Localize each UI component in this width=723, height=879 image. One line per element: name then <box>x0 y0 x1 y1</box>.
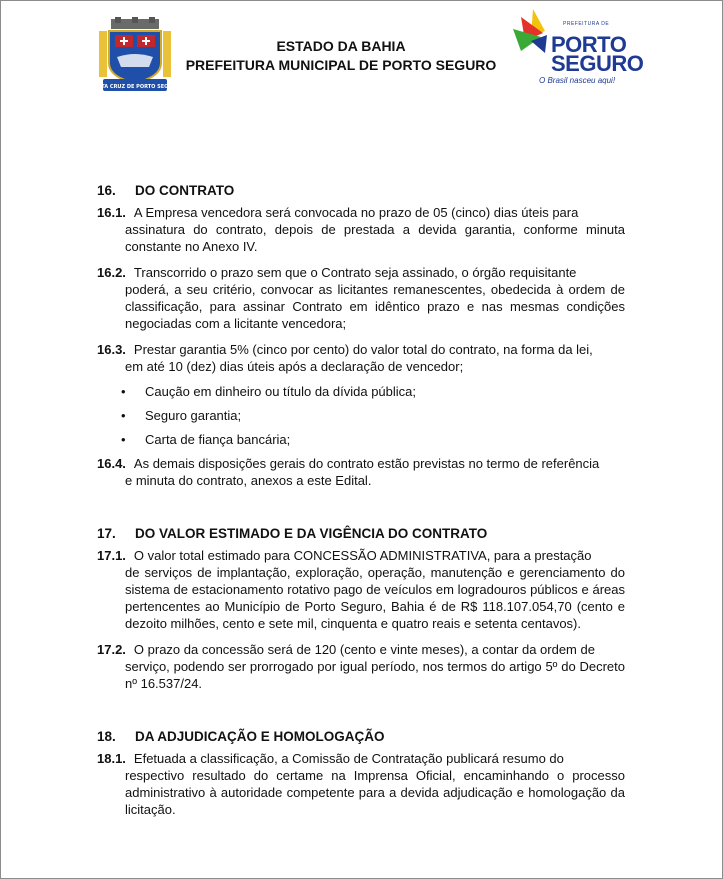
header-state: ESTADO DA BAHIA <box>276 38 406 54</box>
clause-text-first: As demais disposições gerais do contrato estão previstas no termo de referência <box>133 456 600 471</box>
clause-16-1-cont: assinatura do contrato, depois de prestada a devida garantia, conforme minuta constante no Anexo IV. <box>125 222 625 254</box>
logo-slogan: O Brasil nasceu aqui! <box>539 76 616 85</box>
clause-16-4-cont: e minuta do contrato, anexos a este Edital. <box>125 473 372 488</box>
clause-18-1 <box>97 750 625 767</box>
clause-text-first: Transcorrido o prazo sem que o Contrato seja assinado, o órgão requisitante <box>133 265 577 280</box>
clause-16-2 <box>97 264 625 281</box>
clause-number: 16.2. <box>97 265 126 280</box>
coat-of-arms-icon <box>89 17 181 95</box>
section-heading-17 <box>97 525 625 543</box>
clause-17-2 <box>97 641 625 658</box>
clause-number: 16.4. <box>97 456 126 471</box>
clause-16-1 <box>97 204 625 221</box>
section-heading-18 <box>97 728 625 746</box>
clause-text-first: A Empresa vencedora será convocada no prazo de 05 (cinco) dias úteis para <box>133 205 579 220</box>
clause-number: 17.2. <box>97 642 126 657</box>
clause-17-1-cont: de serviços de implantação, exploração, operação, manutenção e gerenciamento do sistema de estacionamento rotativo pago de veículos em logradouros públicos e áreas pertencentes ao Município de Porto Seguro, Bahia é de R$ 118.107.054,70 (cento e dezoito milhões, cento e sete mil, cinquenta e quatro reais e setenta centavos). <box>125 565 625 631</box>
bullet-item: • Carta de fiança bancária; <box>97 431 625 448</box>
clause-16-4 <box>97 455 625 472</box>
section-title: DA ADJUDICAÇÃO E HOMOLOGAÇÃO <box>135 729 385 744</box>
document-body <box>97 182 625 818</box>
section-number: 18. <box>97 729 116 744</box>
clause-number: 18.1. <box>97 751 126 766</box>
page-header <box>1 1 722 111</box>
clause-16-2-cont: poderá, a seu critério, convocar as licitantes remanescentes, obedecida à ordem de classificação, para assinar Contrato em idêntico prazo e nas mesmas condições negociadas com a licitante vencedora; <box>125 282 625 331</box>
section-number: 17. <box>97 526 116 541</box>
logo-seguro: SEGURO <box>551 51 644 76</box>
clause-16-3 <box>97 341 625 358</box>
clause-text-first: O prazo da concessão será de 120 (cento e vinte meses), a contar da ordem de <box>133 642 595 657</box>
section-title: DO VALOR ESTIMADO E DA VIGÊNCIA DO CONTRATO <box>135 526 488 541</box>
clause-16-3-cont: em até 10 (dez) dias úteis após a declaração de vencedor; <box>125 359 464 374</box>
clause-number: 16.1. <box>97 205 126 220</box>
section-title: DO CONTRATO <box>135 183 235 198</box>
clause-text-first: Prestar garantia 5% (cinco por cento) do valor total do contrato, na forma da lei, <box>133 342 593 357</box>
coat-banner-text: SANTA CRUZ DE PORTO SEGURO <box>89 84 181 90</box>
bullet-item: • Seguro garantia; <box>97 407 625 424</box>
clause-text-first: Efetuada a classificação, a Comissão de Contratação publicará resumo do <box>133 751 564 766</box>
logo-prefix: PREFEITURA DE <box>563 21 610 27</box>
header-title <box>181 37 501 75</box>
clause-number: 17.1. <box>97 548 126 563</box>
section-heading-16 <box>97 182 625 200</box>
clause-text-first: O valor total estimado para CONCESSÃO ADMINISTRATIVA, para a prestação <box>133 548 592 563</box>
clause-17-2-cont: serviço, podendo ser prorrogado por igual período, nos termos do artigo 5º do Decreto nº 16.537/24. <box>125 659 625 691</box>
header-prefecture: PREFEITURA MUNICIPAL DE PORTO SEGURO <box>185 57 497 73</box>
clause-number: 16.3. <box>97 342 126 357</box>
bullet-item: • Caução em dinheiro ou título da dívida pública; <box>97 383 625 400</box>
logo-porto: PORTO <box>551 32 627 57</box>
section-number: 16. <box>97 183 116 198</box>
clause-18-1-cont: respectivo resultado do certame na Imprensa Oficial, encaminhando o processo administrativo à autoridade competente para a devida adjudicação e homologação da licitação. <box>125 768 625 817</box>
clause-17-1 <box>97 547 625 564</box>
porto-seguro-logo <box>511 7 644 95</box>
